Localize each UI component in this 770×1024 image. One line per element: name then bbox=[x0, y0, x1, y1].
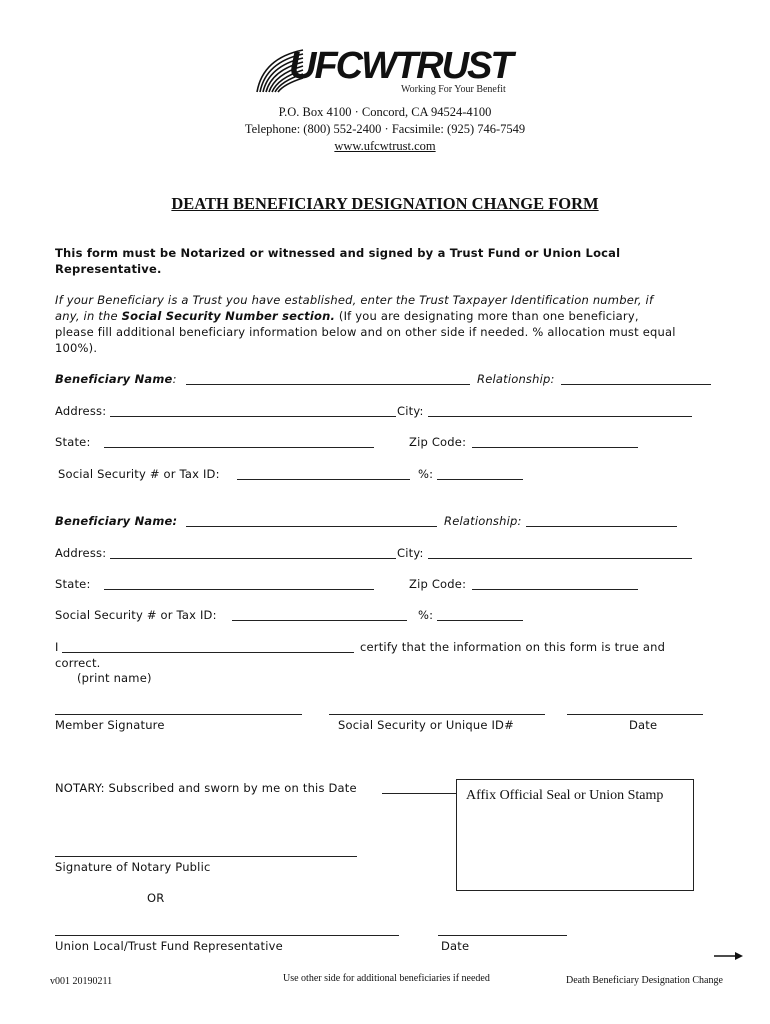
certify-text: certify that the information on this form is true and bbox=[360, 640, 666, 654]
beneficiary-2-address-field[interactable] bbox=[110, 558, 396, 559]
representative-date-field[interactable] bbox=[438, 935, 567, 936]
beneficiary-2-state-label: State: bbox=[55, 577, 91, 591]
arrow-right-icon bbox=[712, 949, 744, 963]
beneficiary-1-name-label-text: Beneficiary Name bbox=[55, 372, 173, 386]
instructions-line-2b: Social Security Number section. bbox=[121, 309, 336, 323]
instructions-line-3: please fill additional beneficiary information below and on other side if needed. % allocation must equal bbox=[55, 325, 676, 339]
beneficiary-1-city-field[interactable] bbox=[428, 416, 692, 417]
footer-form-name: Death Beneficiary Designation Change bbox=[566, 975, 723, 986]
member-date-field[interactable] bbox=[567, 714, 703, 715]
beneficiary-2-ssn-label: Social Security # or Tax ID: bbox=[55, 608, 217, 622]
logo-text: UFCWTRUST bbox=[289, 45, 512, 87]
beneficiary-2-relationship-label: Relationship: bbox=[444, 514, 522, 528]
certify-text-2: correct. bbox=[55, 656, 101, 670]
beneficiary-1-percent-label: %: bbox=[418, 467, 434, 481]
beneficiary-1-name-colon: : bbox=[172, 372, 177, 386]
seal-stamp-box bbox=[456, 779, 694, 891]
notary-text: NOTARY: Subscribed and sworn by me on this Date bbox=[55, 781, 357, 795]
beneficiary-1-address-label: Address: bbox=[55, 404, 107, 418]
footer-note: Use other side for additional beneficiaries if needed bbox=[283, 973, 490, 984]
notary-signature-label: Signature of Notary Public bbox=[55, 860, 211, 874]
instructions-line-2c: (If you are designating more than one beneficiary, bbox=[335, 309, 639, 323]
beneficiary-2-zip-label: Zip Code: bbox=[409, 577, 467, 591]
certify-name-field[interactable] bbox=[62, 652, 354, 653]
form-title: DEATH BENEFICIARY DESIGNATION CHANGE FORM bbox=[171, 194, 599, 213]
print-name-label: (print name) bbox=[77, 671, 152, 685]
beneficiary-1-ssn-label: Social Security # or Tax ID: bbox=[58, 467, 220, 481]
notary-date-field[interactable] bbox=[382, 793, 456, 794]
beneficiary-2-address-label: Address: bbox=[55, 546, 107, 560]
beneficiary-1-zip-field[interactable] bbox=[472, 447, 638, 448]
ssn-unique-id-label: Social Security or Unique ID# bbox=[338, 718, 514, 732]
beneficiary-2-city-label: City: bbox=[397, 546, 424, 560]
notice-line-1: This form must be Notarized or witnessed and signed by a Trust Fund or Union Local bbox=[55, 246, 621, 260]
logo-tagline: Working For Your Benefit bbox=[401, 84, 506, 95]
ssn-unique-id-field[interactable] bbox=[329, 714, 545, 715]
instructions-line-1: If your Beneficiary is a Trust you have established, enter the Trust Taxpayer Identification number, if bbox=[55, 293, 654, 307]
version-label: v001 20190211 bbox=[50, 976, 113, 987]
beneficiary-2-name-label: Beneficiary Name: bbox=[55, 514, 178, 528]
member-date-label: Date bbox=[629, 718, 658, 732]
beneficiary-1-name-label bbox=[55, 372, 177, 386]
or-label: OR bbox=[147, 891, 165, 905]
seal-stamp-label: Affix Official Seal or Union Stamp bbox=[466, 788, 664, 803]
representative-label: Union Local/Trust Fund Representative bbox=[55, 939, 283, 953]
beneficiary-1-state-field[interactable] bbox=[104, 447, 374, 448]
beneficiary-1-percent-field[interactable] bbox=[437, 479, 523, 480]
beneficiary-2-zip-field[interactable] bbox=[472, 589, 638, 590]
member-signature-field[interactable] bbox=[55, 714, 302, 715]
beneficiary-2-relationship-field[interactable] bbox=[526, 526, 677, 527]
representative-date-label: Date bbox=[441, 939, 470, 953]
certify-prefix: I bbox=[55, 640, 59, 654]
member-signature-label: Member Signature bbox=[55, 718, 165, 732]
beneficiary-2-percent-field[interactable] bbox=[437, 620, 523, 621]
notary-signature-field[interactable] bbox=[55, 856, 357, 857]
logo bbox=[253, 44, 519, 96]
instructions-line-4: 100%). bbox=[55, 341, 98, 355]
beneficiary-2-state-field[interactable] bbox=[104, 589, 374, 590]
beneficiary-1-address-field[interactable] bbox=[110, 416, 396, 417]
instructions-line-2a: any, in the bbox=[55, 309, 122, 323]
beneficiary-1-relationship-field[interactable] bbox=[561, 384, 711, 385]
beneficiary-1-zip-label: Zip Code: bbox=[409, 435, 467, 449]
beneficiary-2-city-field[interactable] bbox=[428, 558, 692, 559]
beneficiary-1-city-label: City: bbox=[397, 404, 424, 418]
instructions-line-2 bbox=[55, 309, 639, 323]
beneficiary-2-percent-label: %: bbox=[418, 608, 434, 622]
phone-fax: Telephone: (800) 552-2400 · Facsimile: (925) 746-7549 bbox=[244, 122, 526, 136]
beneficiary-1-state-label: State: bbox=[55, 435, 91, 449]
beneficiary-1-ssn-field[interactable] bbox=[237, 479, 410, 480]
mailing-address: P.O. Box 4100 · Concord, CA 94524-4100 bbox=[278, 105, 492, 119]
beneficiary-2-name-field[interactable] bbox=[186, 526, 437, 527]
notice-line-2: Representative. bbox=[55, 262, 162, 276]
beneficiary-1-relationship-label: Relationship: bbox=[477, 372, 555, 386]
beneficiary-2-ssn-field[interactable] bbox=[232, 620, 407, 621]
representative-signature-field[interactable] bbox=[55, 935, 399, 936]
website-link[interactable]: www.ufcwtrust.com bbox=[334, 139, 436, 153]
beneficiary-1-name-field[interactable] bbox=[186, 384, 470, 385]
